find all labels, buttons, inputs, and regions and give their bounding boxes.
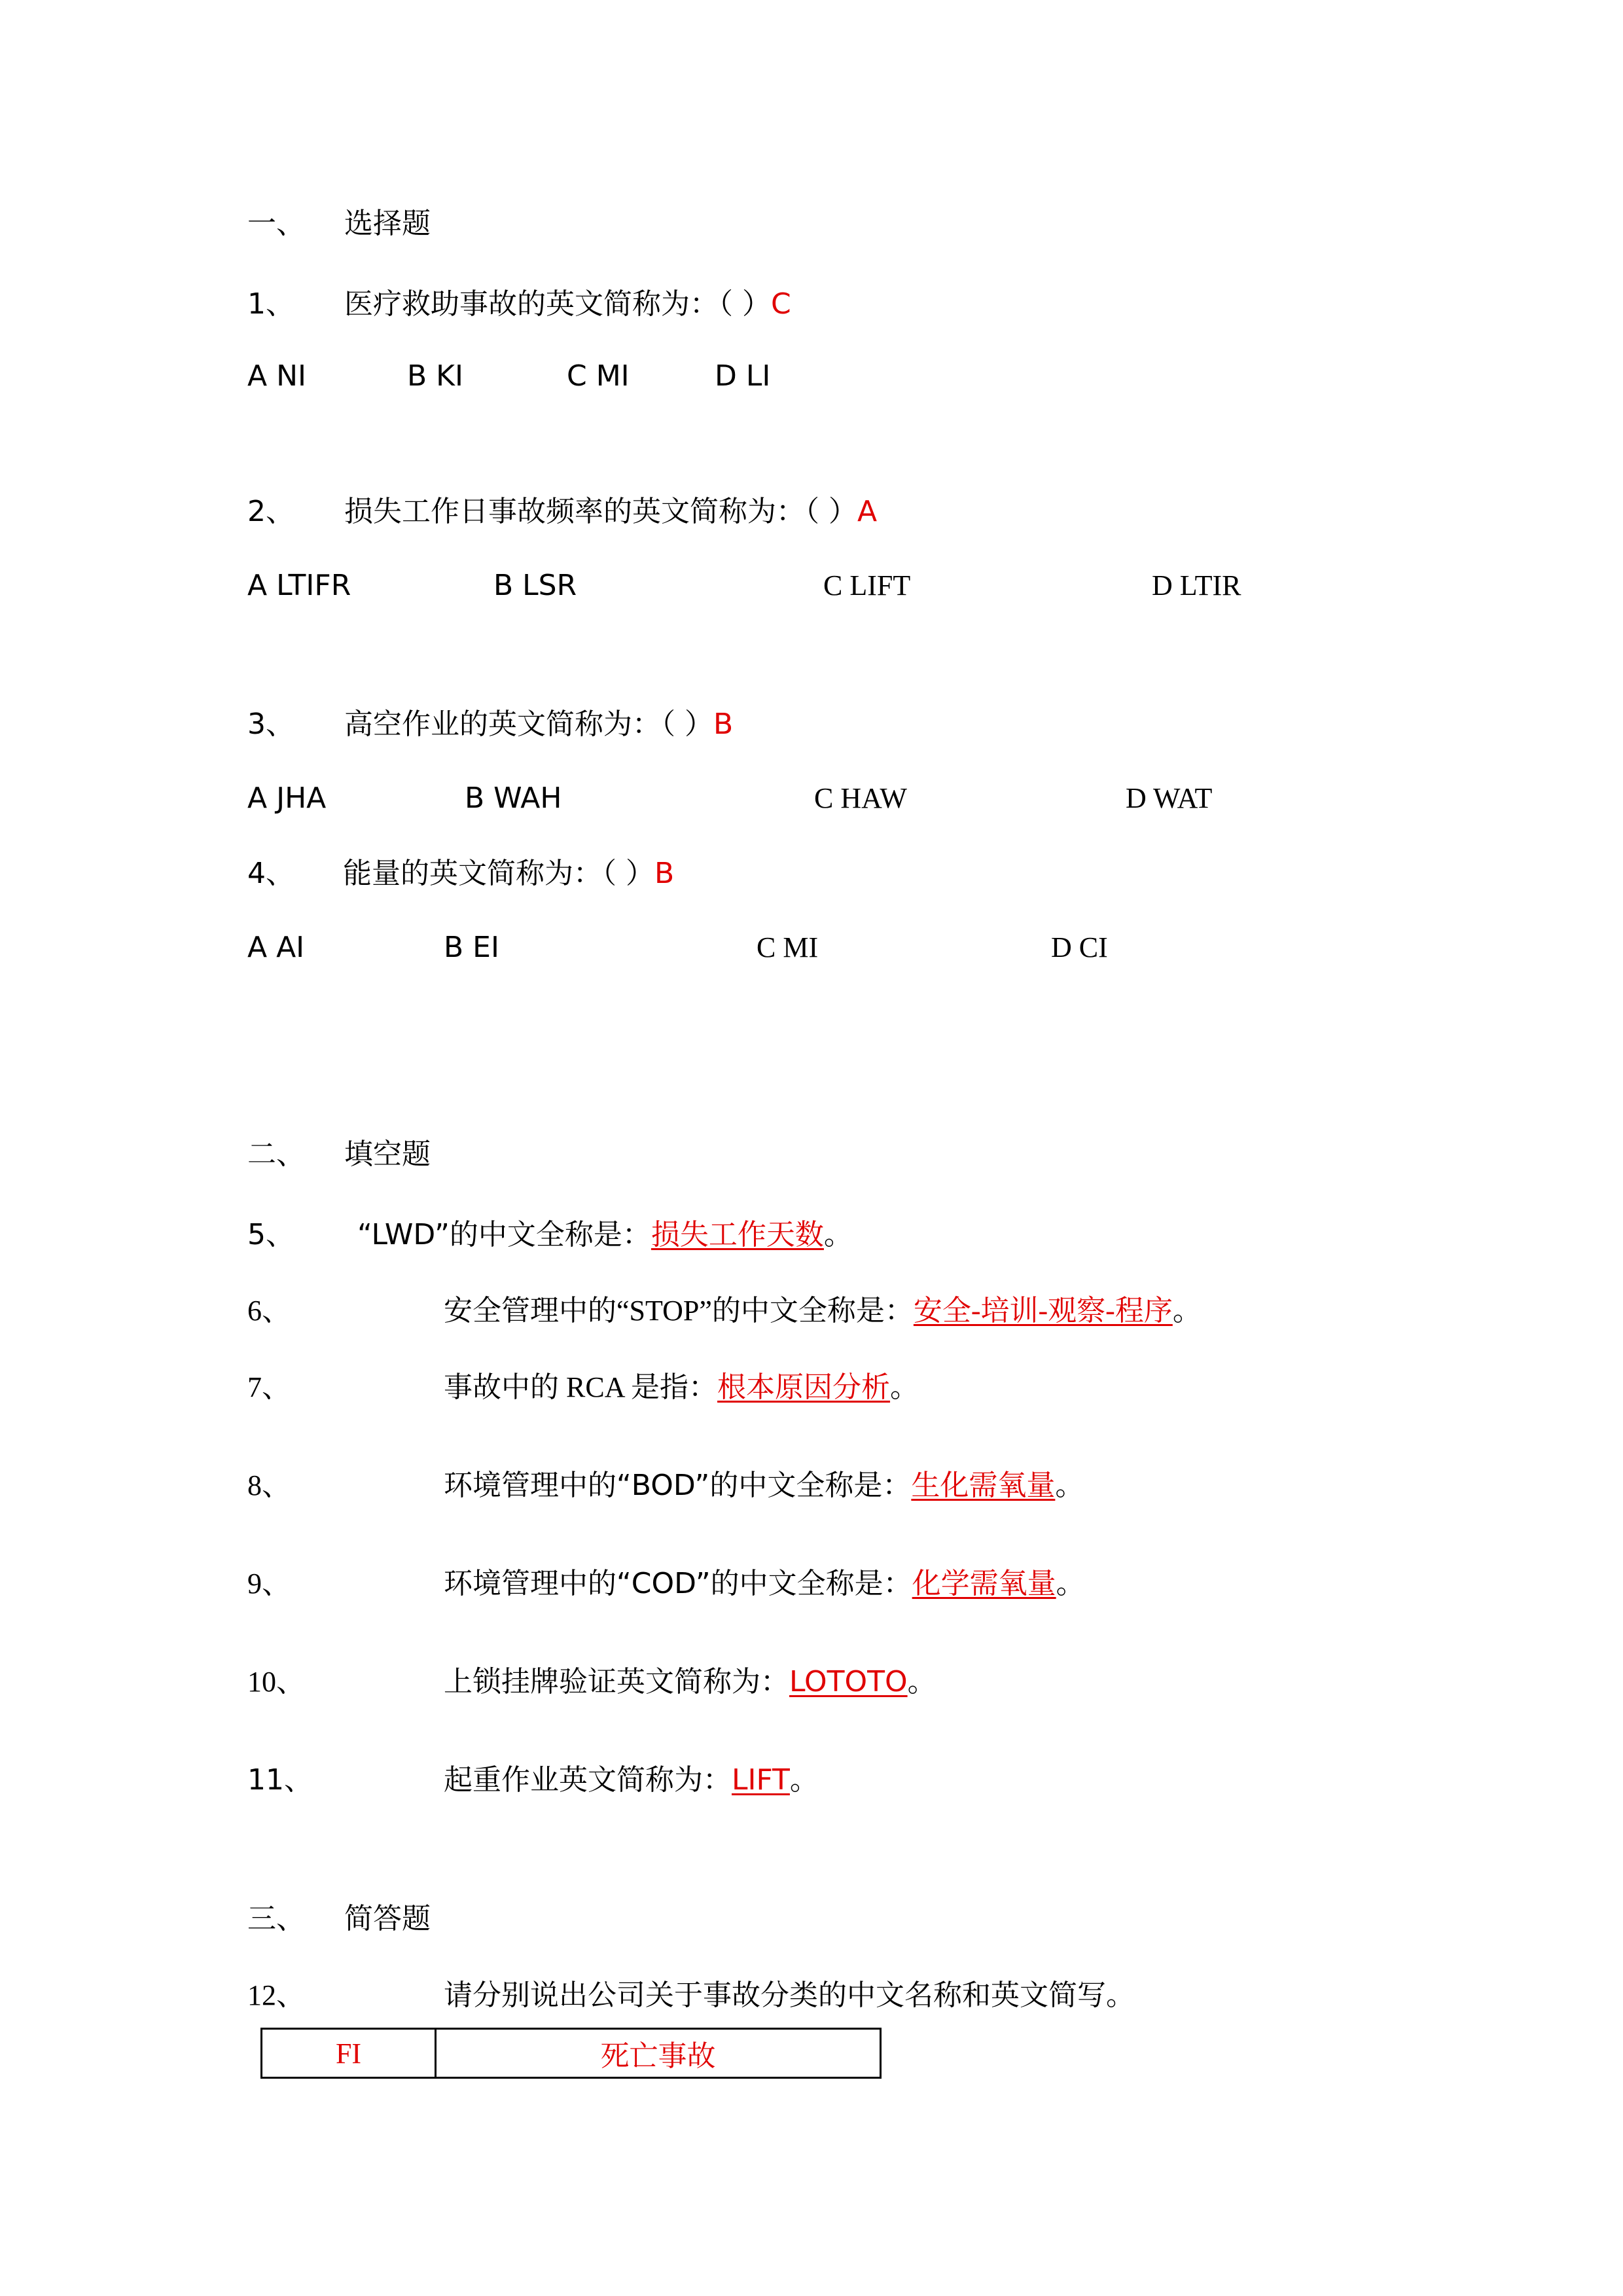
q1-answer: C <box>771 287 791 321</box>
q5-question: “LWD”的中文全称是： <box>357 1218 651 1251</box>
q8-number: 8、 <box>247 1469 291 1501</box>
section1-title: 选择题 <box>344 207 431 240</box>
q1-question: 医疗救助事故的英文简称为： <box>344 287 719 321</box>
q3-number: 3、 <box>247 708 294 741</box>
q1-option-b: B KI <box>407 359 464 393</box>
q3-text <box>344 710 733 739</box>
q2-option-c: C LIFT <box>823 569 911 601</box>
q8-end: 。 <box>1055 1469 1084 1502</box>
q8-question: 环境管理中的“BOD”的中文全称是： <box>444 1469 912 1502</box>
table-row <box>262 2029 881 2078</box>
section3-title: 简答题 <box>344 1902 431 1935</box>
q3-answer: B <box>713 708 734 741</box>
section3-number: 三、 <box>247 1902 305 1935</box>
q1-text <box>344 287 791 321</box>
q5-end: 。 <box>823 1218 853 1251</box>
q6-question: 安全管理中的“STOP”的中文全称是： <box>444 1295 914 1327</box>
q3-option-a: A JHA <box>247 781 327 815</box>
q10-end: 。 <box>907 1666 936 1698</box>
q3-question: 高空作业的英文简称为： <box>344 708 661 741</box>
q1-option-c: C MI <box>567 359 630 393</box>
q2-option-d: D LTIR <box>1152 569 1241 601</box>
q2-question: 损失工作日事故频率的英文简称为： <box>344 495 805 528</box>
q1-paren: （ ） <box>719 287 771 321</box>
q2-number: 2、 <box>247 495 294 528</box>
q4-question: 能量的英文简称为： <box>343 857 602 890</box>
q6-text <box>444 1297 1202 1325</box>
q11-number: 11、 <box>247 1763 313 1797</box>
q3-option-c: C HAW <box>814 782 907 814</box>
q2-text <box>344 497 877 526</box>
q3-option-d: D WAT <box>1126 782 1213 814</box>
q4-option-c: C MI <box>757 931 819 963</box>
q7-end: 。 <box>890 1371 919 1403</box>
q6-answer: 安全-培训-观察-程序 <box>913 1295 1173 1327</box>
q2-paren: （ ） <box>805 495 857 528</box>
q7-number: 7、 <box>247 1371 291 1403</box>
q5-text <box>357 1218 853 1251</box>
q10-number: 10、 <box>247 1666 305 1698</box>
q6-number: 6、 <box>247 1295 291 1327</box>
q4-number: 4、 <box>247 857 294 890</box>
q7-answer: 根本原因分析 <box>717 1371 891 1404</box>
q9-text <box>444 1567 1085 1600</box>
q10-text <box>444 1665 936 1698</box>
q5-number: 5、 <box>247 1218 294 1251</box>
q3-paren: （ ） <box>661 708 713 741</box>
q3-option-b: B WAH <box>465 781 562 815</box>
q8-text <box>444 1471 1084 1500</box>
q6-end: 。 <box>1172 1295 1202 1327</box>
q11-text <box>444 1763 819 1797</box>
section1-number: 一、 <box>247 207 305 240</box>
q2-option-a: A LTIFR <box>247 569 351 602</box>
q9-number: 9、 <box>247 1568 291 1600</box>
q9-answer: 化学需氧量 <box>912 1567 1056 1600</box>
q11-question: 起重作业英文简称为： <box>444 1764 732 1796</box>
q1-option-d: D LI <box>715 359 771 393</box>
table-cell-name: 死亡事故 <box>436 2029 881 2078</box>
q12-text: 请分别说出公司关于事故分类的中文名称和英文简写。 <box>444 1979 1135 2011</box>
q5-answer: 损失工作天数 <box>651 1218 824 1251</box>
accident-classification-table <box>260 2028 882 2079</box>
q11-answer: LIFT <box>732 1763 790 1797</box>
q4-paren: （ ） <box>602 857 654 890</box>
q9-end: 。 <box>1056 1567 1085 1600</box>
section2-title: 填空题 <box>344 1138 431 1171</box>
section2-number: 二、 <box>247 1138 305 1171</box>
q4-answer: B <box>654 857 675 890</box>
q1-option-a: A NI <box>247 359 306 393</box>
q4-option-b: B EI <box>444 931 499 964</box>
q2-option-b: B LSR <box>493 569 577 602</box>
q1-number: 1、 <box>247 287 294 321</box>
q8-answer: 生化需氧量 <box>911 1469 1056 1502</box>
q10-question: 上锁挂牌验证英文简称为： <box>444 1666 789 1698</box>
q9-question: 环境管理中的“COD”的中文全称是： <box>444 1567 912 1600</box>
q7-text <box>444 1373 919 1402</box>
q4-option-a: A AI <box>247 931 305 964</box>
q4-option-d: D CI <box>1051 931 1108 963</box>
q12-number: 12、 <box>247 1979 305 2011</box>
q4-text <box>343 859 674 888</box>
q10-answer: LOTOTO <box>789 1665 908 1698</box>
q7-question: 事故中的 RCA 是指： <box>444 1371 718 1403</box>
table-cell-abbr: FI <box>262 2029 436 2078</box>
q11-end: 。 <box>789 1764 819 1796</box>
q2-answer: A <box>857 495 878 528</box>
